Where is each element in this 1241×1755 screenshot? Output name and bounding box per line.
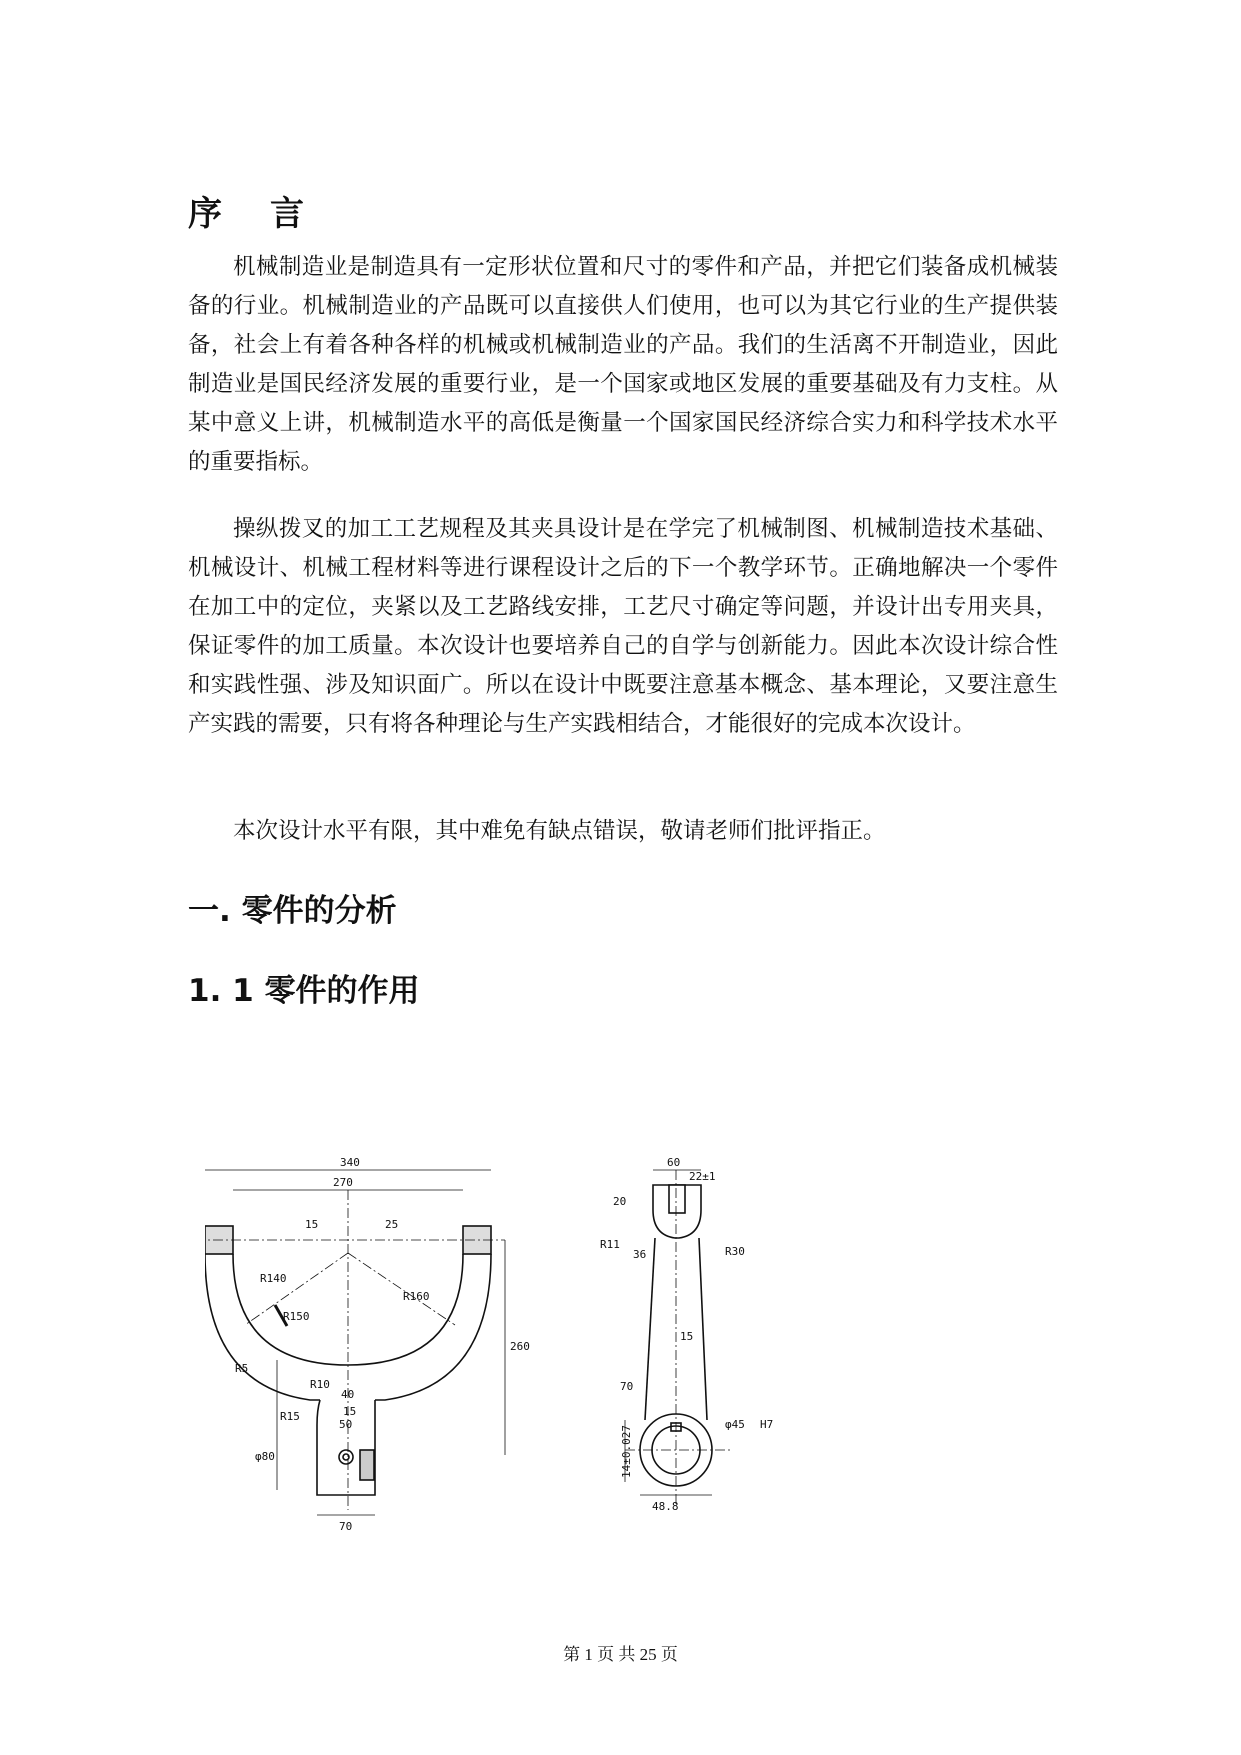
dim-label: 15 — [680, 1330, 694, 1343]
dim-label: R140 — [260, 1272, 287, 1285]
preface-title-char-2: 言 — [270, 194, 306, 234]
dim-label: 40 — [341, 1388, 355, 1401]
dim-label: H7 — [760, 1418, 774, 1431]
left-view-centerlines — [205, 1190, 505, 1510]
preface-paragraph-1: 机械制造业是制造具有一定形状位置和尺寸的零件和产品，并把它们装备成机械装备的行业。机械制造业的产品既可以直接供人们使用，也可以为其它行业的生产提供装备，社会上有着各种各样的机械或机械制造业的产品。我们的生活离不开制造业，因此制造业是国民经济发展的重要行业，是一个国家或地区发展的重要基础及有力支柱。从某中意义上讲，机械制造水平的高低是衡量一个国家国民经济综合实力和科学技术水平的重要指标。 — [188, 254, 1058, 475]
dim-label: R150 — [283, 1310, 310, 1323]
preface-paragraph-2: 操纵拨叉的加工工艺规程及其夹具设计是在学完了机械制图、机械制造技术基础、机械设计、机械工程材料等进行课程设计之后的下一个教学环节。正确地解决一个零件在加工中的定位，夹紧以及工艺路线安排，工艺尺寸确定等问题，并设计出专用夹具，保证零件的加工质量。本次设计也要培养自己的自学与创新能力。因此本次设计综合性和实践性强、涉及知识面广。所以在设计中既要注意基本概念、基本理论，又要注意生产实践的需要，只有将各种理论与生产实践相结合，才能很好的完成本次设计。 — [188, 516, 1058, 737]
dim-label: 25 — [385, 1218, 399, 1231]
page-footer: 第 1 页 共 25 页 — [563, 1645, 678, 1664]
dim-label: 340 — [340, 1156, 360, 1169]
dim-label: R11 — [600, 1238, 620, 1251]
dim-label: 70 — [620, 1380, 634, 1393]
preface-title-char-1: 序 — [188, 194, 224, 234]
dim-label: 15 — [305, 1218, 319, 1231]
preface-paragraph-3: 本次设计水平有限，其中难免有缺点错误，敬请老师们批评指正。 — [233, 818, 886, 844]
preface-title — [188, 186, 306, 235]
dim-label: 50 — [339, 1418, 353, 1431]
dim-label: R10 — [310, 1378, 330, 1391]
left-view-dimlines — [205, 1170, 505, 1515]
dim-label: φ45 — [725, 1418, 745, 1431]
right-view-labels — [600, 1156, 773, 1513]
dim-label: 15 — [343, 1405, 357, 1418]
dim-label: R5 — [235, 1362, 249, 1375]
dim-label: φ80 — [255, 1450, 275, 1463]
dim-label: R15 — [280, 1410, 300, 1423]
dim-label: 20 — [613, 1195, 627, 1208]
dim-label: R160 — [403, 1290, 430, 1303]
dim-label: 14±0.027 — [620, 1425, 633, 1478]
dim-label: 260 — [510, 1340, 530, 1353]
dim-label: 270 — [333, 1176, 353, 1189]
part-drawing-svg — [205, 1150, 1055, 1550]
dim-label: R30 — [725, 1245, 745, 1258]
dim-label: 60 — [667, 1156, 681, 1169]
dim-label: 48.8 — [652, 1500, 679, 1513]
dim-label: 70 — [339, 1520, 353, 1533]
section-heading-part-analysis: 一. 零件的分析 — [188, 893, 397, 929]
left-view-labels — [235, 1156, 530, 1533]
dim-label: 22±1 — [689, 1170, 716, 1183]
dim-label: 36 — [633, 1248, 647, 1261]
engineering-drawing — [205, 1150, 1055, 1550]
section-heading-part-function: 1. 1 零件的作用 — [188, 973, 420, 1009]
